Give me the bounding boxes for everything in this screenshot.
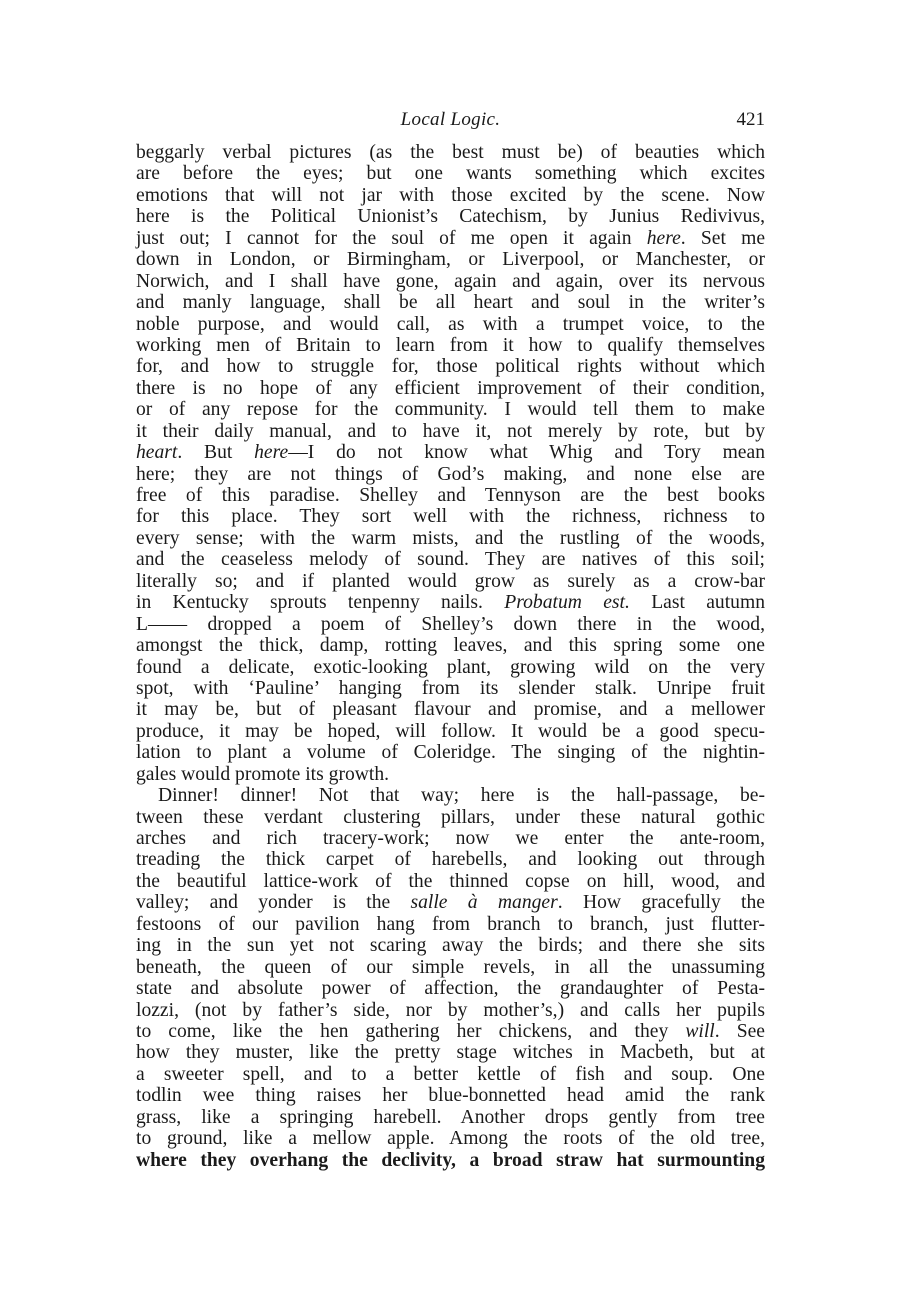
text-line: a sweeter spell, and to a better kettle of fish and soup. One [136, 1063, 765, 1085]
text-line: where they overhang the declivity, a broad straw hat surmounting [136, 1149, 765, 1171]
text-line: it their daily manual, and to have it, not merely by rote, but by [136, 420, 765, 442]
text-line: arches and rich tracery-work; now we enter the ante-room, [136, 828, 765, 849]
text-line: for, and how to struggle for, those political rights without which [136, 356, 765, 378]
text-line: in Kentucky sprouts tenpenny nails. Probatum est. Last autumn [136, 592, 765, 614]
text-line: lation to plant a volume of Coleridge. The singing of the nightin- [136, 742, 765, 764]
text-line: found a delicate, exotic-looking plant, growing wild on the very [136, 656, 765, 678]
text-line: literally so; and if planted would grow as surely as a crow-bar [136, 570, 765, 592]
text-line: beggarly verbal pictures (as the best must be) of beauties which [136, 142, 765, 163]
italic-phrase: Probatum est. [504, 592, 630, 614]
running-head [136, 108, 765, 132]
text-line: valley; and yonder is the salle à manger. How gracefully the [136, 892, 765, 914]
text-line: to ground, like a mellow apple. Among the roots of the old tree, [136, 1128, 765, 1150]
text-line: for this place. They sort well with the richness, richness to [136, 506, 765, 528]
text-line: Norwich, and I shall have gone, again and again, over its nervous [136, 270, 765, 292]
text-line: ing in the sun yet not scaring away the birds; and there she sits [136, 935, 765, 957]
italic-phrase: will [685, 1020, 715, 1042]
text-line: just out; I cannot for the soul of me open it again here. Set me [136, 227, 766, 249]
text-line: state and absolute power of affection, the grandaughter of Pesta- [136, 978, 765, 1000]
text-line: spot, with ‘Pauline’ hanging from its slender stalk. Unripe fruit [136, 677, 765, 699]
text-line: are before the eyes; but one wants something which excites [136, 163, 765, 185]
text-line: and manly language, shall be all heart and soul in the writer’s [136, 292, 765, 314]
body-text [136, 142, 765, 1171]
text-line: to come, like the hen gathering her chickens, and they will. See [136, 1020, 765, 1042]
text-line: the beautiful lattice-work of the thinned copse on hill, wood, and [136, 870, 765, 892]
text-line: festoons of our pavilion hang from branch to branch, just flutter- [136, 913, 765, 935]
text-line: gales would promote its growth. [136, 763, 390, 785]
text-line: or of any repose for the community. I would tell them to make [136, 399, 765, 421]
text-line: it may be, but of pleasant flavour and promise, and a mellower [136, 699, 765, 721]
text-line: heart. But here—I do not know what Whig and Tory mean [136, 442, 765, 464]
text-line: emotions that will not jar with those excited by the scene. Now [136, 184, 765, 206]
text-line: noble purpose, and would call, as with a trumpet voice, to the [136, 313, 765, 335]
text-line: lozzi, (not by father’s side, nor by mother’s,) and calls her pupils [136, 999, 765, 1021]
text-line: tween these verdant clustering pillars, under these natural gothic [136, 806, 765, 828]
text-line: beneath, the queen of our simple revels, in all the unassuming [136, 956, 765, 978]
text-line: working men of Britain to learn from it how to qualify themselves [136, 334, 765, 356]
running-title: Local Logic. [400, 109, 501, 130]
italic-phrase: heart [136, 442, 178, 464]
text-line: amongst the thick, damp, rotting leaves, and this spring some one [136, 635, 765, 657]
text-line: and the ceaseless melody of sound. They are natives of this soil; [136, 549, 765, 571]
text-line: todlin wee thing raises her blue-bonnetted head amid the rank [136, 1085, 765, 1107]
text-line: every sense; with the warm mists, and the rustling of the woods, [136, 527, 765, 549]
italic-phrase: here [646, 227, 681, 249]
text-line: down in London, or Birmingham, or Liverpool, or Manchester, or [136, 249, 765, 271]
text-line: grass, like a springing harebell. Another drops gently from tree [136, 1106, 765, 1128]
text-line: free of this paradise. Shelley and Tennyson are the best books [136, 485, 765, 506]
text-line: L—— dropped a poem of Shelley’s down there in the wood, [136, 613, 765, 635]
text-line: there is no hope of any efficient improvement of their condition, [136, 377, 765, 399]
text-line: how they muster, like the pretty stage witches in Macbeth, but at [136, 1042, 765, 1064]
text-line: here is the Political Unionist’s Catechism, by Junius Redivivus, [136, 206, 765, 228]
page-number: 421 [736, 109, 765, 130]
text-line: produce, it may be hoped, will follow. It would be a good specu- [136, 720, 765, 742]
text-line: treading the thick carpet of harebells, and looking out through [136, 849, 765, 871]
text-line: here; they are not things of God’s making, and none else are [136, 463, 765, 485]
text-line: Dinner! dinner! Not that way; here is the hall-passage, be- [158, 785, 765, 807]
italic-phrase: salle à manger [410, 892, 558, 914]
italic-phrase: here [254, 442, 289, 464]
